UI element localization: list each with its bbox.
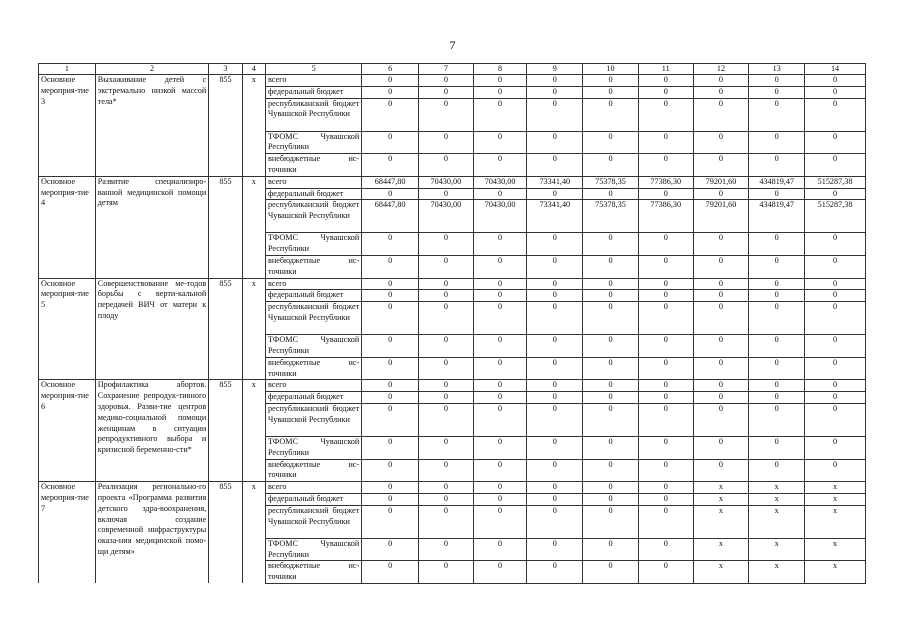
value-cell: 0 [638,482,693,494]
column-header: 14 [805,64,866,75]
value-cell: 0 [638,380,693,392]
value-cell: 0 [583,538,639,561]
value-cell: 0 [473,538,527,561]
value-cell: 0 [527,131,583,154]
measure-cell: Основное мероприя-тие 6 [39,380,96,482]
table-row [39,380,866,392]
value-cell: 0 [362,357,419,380]
value-cell: 0 [362,493,419,505]
value-cell: 0 [693,86,749,98]
funding-source-cell: ТФОМС Чувашской Республики [265,233,361,256]
value-cell: 0 [419,505,474,538]
value-cell: 0 [749,380,805,392]
value-cell: 0 [805,403,866,436]
value-cell: 0 [805,154,866,177]
value-cell: 0 [693,459,749,482]
value-cell: x [805,482,866,494]
value-cell: 0 [419,75,474,87]
value-cell: 0 [473,436,527,459]
funding-source-cell: республиканский бюджет Чувашской Республики [265,98,361,131]
column-header: 3 [209,64,242,75]
value-cell: 515287,38 [805,176,866,188]
funding-source-cell: республиканский бюджет Чувашской Республики [265,505,361,538]
funding-source-cell: федеральный бюджет [265,188,361,200]
value-cell: 0 [419,561,474,584]
value-cell: 434819,47 [749,200,805,233]
measure-cell: Основное мероприя-тие 4 [39,176,96,278]
value-cell: 0 [805,357,866,380]
value-cell: 0 [638,131,693,154]
value-cell: 0 [419,538,474,561]
value-cell: 68447,80 [362,176,419,188]
value-cell: x [693,538,749,561]
value-cell: 0 [527,86,583,98]
value-cell: 0 [638,154,693,177]
value-cell: 73341,40 [527,200,583,233]
funding-source-cell: всего [265,482,361,494]
value-cell: 0 [805,278,866,290]
table-row [39,75,866,87]
x-cell: x [242,380,265,482]
value-cell: 0 [419,302,474,335]
value-cell: 0 [362,188,419,200]
value-cell: 0 [527,233,583,256]
value-cell: 0 [362,380,419,392]
value-cell: 0 [473,302,527,335]
header-row [39,64,866,75]
value-cell: 0 [583,505,639,538]
value-cell: 0 [419,290,474,302]
value-cell: 0 [583,75,639,87]
value-cell: 0 [527,154,583,177]
value-cell: 0 [473,278,527,290]
value-cell: x [805,505,866,538]
value-cell: 0 [473,335,527,358]
value-cell: 0 [693,335,749,358]
measure-name-cell: Выхаживание детей с экстремально низкой массой тела* [95,75,209,177]
grbs-code-cell: 855 [209,75,242,177]
value-cell: x [805,493,866,505]
value-cell: x [693,493,749,505]
value-cell: 0 [693,357,749,380]
value-cell: 0 [583,278,639,290]
value-cell: 0 [583,482,639,494]
value-cell: 0 [693,290,749,302]
value-cell: 0 [419,233,474,256]
value-cell: 0 [527,459,583,482]
value-cell: 0 [638,233,693,256]
value-cell: 68447,80 [362,200,419,233]
grbs-code-cell: 855 [209,278,242,380]
value-cell: x [693,505,749,538]
value-cell: 79201,60 [693,200,749,233]
value-cell: 0 [749,75,805,87]
value-cell: 0 [693,278,749,290]
value-cell: 0 [749,302,805,335]
value-cell: x [693,482,749,494]
column-header: 9 [527,64,583,75]
value-cell: 0 [583,493,639,505]
value-cell: 0 [419,482,474,494]
x-cell: x [242,176,265,278]
value-cell: 0 [805,335,866,358]
measure-name-cell: Профилактика абортов. Сохранение репродук-тивного здоровья. Разви-тие центров медико-социальной помощи женщинам в ситуации репродуктивного выбора и кризисной беременно-сти* [95,380,209,482]
value-cell: 75378,35 [583,200,639,233]
value-cell: 0 [419,188,474,200]
value-cell: 0 [419,357,474,380]
value-cell: 0 [527,290,583,302]
value-cell: x [805,561,866,584]
funding-source-cell: внебюджетные ис-точники [265,459,361,482]
value-cell: 70430,00 [473,200,527,233]
value-cell: 0 [362,290,419,302]
value-cell: x [749,538,805,561]
value-cell: 0 [583,561,639,584]
value-cell: 0 [638,86,693,98]
value-cell: 0 [638,278,693,290]
column-header: 4 [242,64,265,75]
measure-name-cell: Совершенствование ме-тодов борьбы с верти-кальной передачей ВИЧ от матери к плоду [95,278,209,380]
value-cell: 0 [419,392,474,404]
value-cell: 0 [583,302,639,335]
value-cell: 0 [527,380,583,392]
value-cell: 0 [638,505,693,538]
value-cell: 0 [362,131,419,154]
value-cell: 0 [362,392,419,404]
x-cell: x [242,482,265,584]
value-cell: 0 [749,403,805,436]
table-row [39,278,866,290]
value-cell: 0 [638,493,693,505]
funding-source-cell: ТФОМС Чувашской Республики [265,131,361,154]
value-cell: 0 [805,380,866,392]
value-cell: 0 [362,302,419,335]
value-cell: 0 [362,403,419,436]
value-cell: 0 [693,436,749,459]
funding-source-cell: федеральный бюджет [265,392,361,404]
value-cell: x [805,538,866,561]
value-cell: 0 [419,154,474,177]
value-cell: 434819,47 [749,176,805,188]
value-cell: 0 [362,255,419,278]
value-cell: 77386,30 [638,176,693,188]
funding-source-cell: ТФОМС Чувашской Республики [265,436,361,459]
funding-source-cell: внебюджетные ис-точники [265,154,361,177]
funding-source-cell: республиканский бюджет Чувашской Республики [265,302,361,335]
value-cell: 0 [805,86,866,98]
value-cell: x [693,561,749,584]
value-cell: 0 [693,302,749,335]
funding-source-cell: ТФОМС Чувашской Республики [265,538,361,561]
value-cell: 0 [527,436,583,459]
value-cell: 0 [362,459,419,482]
value-cell: 0 [638,75,693,87]
value-cell: 0 [362,86,419,98]
value-cell: 0 [419,436,474,459]
value-cell: x [749,482,805,494]
measure-cell: Основное мероприя-тие 3 [39,75,96,177]
value-cell: 0 [362,436,419,459]
page-number: 7 [449,38,456,52]
table-row [39,482,866,494]
x-cell: x [242,278,265,380]
funding-source-cell: всего [265,75,361,87]
value-cell: 0 [527,278,583,290]
value-cell: 0 [583,98,639,131]
value-cell: 0 [473,357,527,380]
grbs-code-cell: 855 [209,176,242,278]
value-cell: 0 [362,335,419,358]
column-header: 6 [362,64,419,75]
value-cell: 0 [805,436,866,459]
value-cell: 0 [362,538,419,561]
value-cell: 0 [583,86,639,98]
value-cell: 515287,38 [805,200,866,233]
column-header: 12 [693,64,749,75]
value-cell: 0 [527,335,583,358]
value-cell: 0 [638,290,693,302]
measure-cell: Основное мероприя-тие 5 [39,278,96,380]
value-cell: 0 [527,392,583,404]
value-cell: 0 [805,98,866,131]
funding-source-cell: республиканский бюджет Чувашской Республики [265,403,361,436]
funding-source-cell: всего [265,176,361,188]
value-cell: 79201,60 [693,176,749,188]
value-cell: 0 [473,482,527,494]
value-cell: 0 [419,255,474,278]
value-cell: 0 [749,357,805,380]
value-cell: 0 [362,98,419,131]
value-cell: 0 [749,278,805,290]
value-cell: 0 [527,493,583,505]
value-cell: 0 [473,459,527,482]
value-cell: 0 [419,493,474,505]
value-cell: 0 [527,538,583,561]
value-cell: 0 [638,357,693,380]
funding-source-cell: всего [265,380,361,392]
value-cell: 0 [693,131,749,154]
value-cell: 0 [638,403,693,436]
value-cell: 0 [419,131,474,154]
value-cell: 0 [749,255,805,278]
value-cell: 0 [749,392,805,404]
value-cell: 70430,00 [419,176,474,188]
value-cell: 0 [362,154,419,177]
value-cell: 0 [805,459,866,482]
value-cell: 0 [805,75,866,87]
value-cell: 0 [583,357,639,380]
funding-source-cell: внебюджетные ис-точники [265,561,361,584]
value-cell: 0 [527,255,583,278]
value-cell: 0 [473,154,527,177]
funding-source-cell: ТФОМС Чувашской Республики [265,335,361,358]
value-cell: 0 [638,538,693,561]
value-cell: 0 [362,561,419,584]
grbs-code-cell: 855 [209,380,242,482]
value-cell: 0 [419,278,474,290]
value-cell: 0 [749,131,805,154]
value-cell: 0 [473,233,527,256]
funding-source-cell: федеральный бюджет [265,493,361,505]
value-cell: 0 [805,392,866,404]
value-cell: 0 [638,335,693,358]
value-cell: 0 [419,459,474,482]
value-cell: 0 [638,188,693,200]
measure-name-cell: Реализация регионально-го проекта «Программа развития детского здра-воохранения, включая создание современной инфраструктуры оказа-ния медицинской помо-щи детям» [95,482,209,584]
value-cell: 0 [638,561,693,584]
value-cell: 0 [805,131,866,154]
value-cell: 0 [473,75,527,87]
value-cell: 77386,30 [638,200,693,233]
value-cell: 0 [583,255,639,278]
value-cell: 0 [473,290,527,302]
value-cell: 0 [805,302,866,335]
value-cell: 70430,00 [473,176,527,188]
funding-source-cell: внебюджетные ис-точники [265,357,361,380]
value-cell: 0 [362,75,419,87]
value-cell: 0 [419,403,474,436]
value-cell: 0 [638,436,693,459]
value-cell: 0 [362,233,419,256]
value-cell: 0 [749,188,805,200]
value-cell: 0 [638,302,693,335]
funding-source-cell: федеральный бюджет [265,86,361,98]
value-cell: 0 [527,357,583,380]
value-cell: 0 [805,290,866,302]
value-cell: 0 [473,380,527,392]
funding-source-cell: республиканский бюджет Чувашской Республики [265,200,361,233]
value-cell: 0 [473,86,527,98]
column-header: 1 [39,64,96,75]
value-cell: 0 [583,392,639,404]
value-cell: 0 [419,86,474,98]
value-cell: 0 [527,505,583,538]
value-cell: 0 [693,255,749,278]
value-cell: 0 [527,403,583,436]
value-cell: 0 [583,154,639,177]
value-cell: 0 [473,403,527,436]
value-cell: 0 [638,392,693,404]
column-header: 13 [749,64,805,75]
value-cell: 0 [693,233,749,256]
value-cell: 0 [362,482,419,494]
value-cell: x [749,561,805,584]
value-cell: 0 [693,154,749,177]
value-cell: 0 [583,380,639,392]
value-cell: 0 [419,98,474,131]
value-cell: 0 [473,131,527,154]
measure-name-cell: Развитие специализиро-ванной медицинской помощи детям [95,176,209,278]
value-cell: 0 [805,255,866,278]
value-cell: 0 [693,392,749,404]
column-header: 10 [583,64,639,75]
value-cell: 0 [638,459,693,482]
value-cell: 0 [527,75,583,87]
column-header: 7 [419,64,474,75]
value-cell: 0 [749,436,805,459]
value-cell: 0 [527,188,583,200]
column-header: 2 [95,64,209,75]
budget-table [38,63,866,584]
value-cell: 0 [638,98,693,131]
value-cell: 0 [749,290,805,302]
value-cell: 0 [473,98,527,131]
value-cell: 0 [419,335,474,358]
funding-source-cell: внебюджетные ис-точники [265,255,361,278]
value-cell: x [749,505,805,538]
value-cell: 0 [693,380,749,392]
value-cell: 70430,00 [419,200,474,233]
value-cell: 75378,35 [583,176,639,188]
value-cell: 0 [749,233,805,256]
value-cell: 0 [362,505,419,538]
value-cell: 0 [527,561,583,584]
value-cell: 0 [419,380,474,392]
value-cell: x [749,493,805,505]
value-cell: 0 [527,98,583,131]
grbs-code-cell: 855 [209,482,242,584]
funding-source-cell: федеральный бюджет [265,290,361,302]
value-cell: 73341,40 [527,176,583,188]
value-cell: 0 [583,459,639,482]
column-header: 8 [473,64,527,75]
value-cell: 0 [693,98,749,131]
value-cell: 0 [749,154,805,177]
value-cell: 0 [473,505,527,538]
value-cell: 0 [805,233,866,256]
value-cell: 0 [749,335,805,358]
value-cell: 0 [638,255,693,278]
value-cell: 0 [693,188,749,200]
value-cell: 0 [362,278,419,290]
value-cell: 0 [693,75,749,87]
x-cell: x [242,75,265,177]
value-cell: 0 [749,86,805,98]
value-cell: 0 [749,98,805,131]
value-cell: 0 [473,255,527,278]
value-cell: 0 [583,188,639,200]
value-cell: 0 [805,188,866,200]
funding-source-cell: всего [265,278,361,290]
column-header: 5 [265,64,361,75]
value-cell: 0 [583,335,639,358]
value-cell: 0 [527,302,583,335]
value-cell: 0 [527,482,583,494]
value-cell: 0 [693,403,749,436]
value-cell: 0 [749,459,805,482]
value-cell: 0 [583,233,639,256]
value-cell: 0 [583,290,639,302]
value-cell: 0 [583,403,639,436]
value-cell: 0 [583,436,639,459]
value-cell: 0 [473,392,527,404]
value-cell: 0 [473,188,527,200]
value-cell: 0 [583,131,639,154]
column-header: 11 [638,64,693,75]
measure-cell: Основное мероприя-тие 7 [39,482,96,584]
table-row [39,176,866,188]
value-cell: 0 [473,493,527,505]
value-cell: 0 [473,561,527,584]
